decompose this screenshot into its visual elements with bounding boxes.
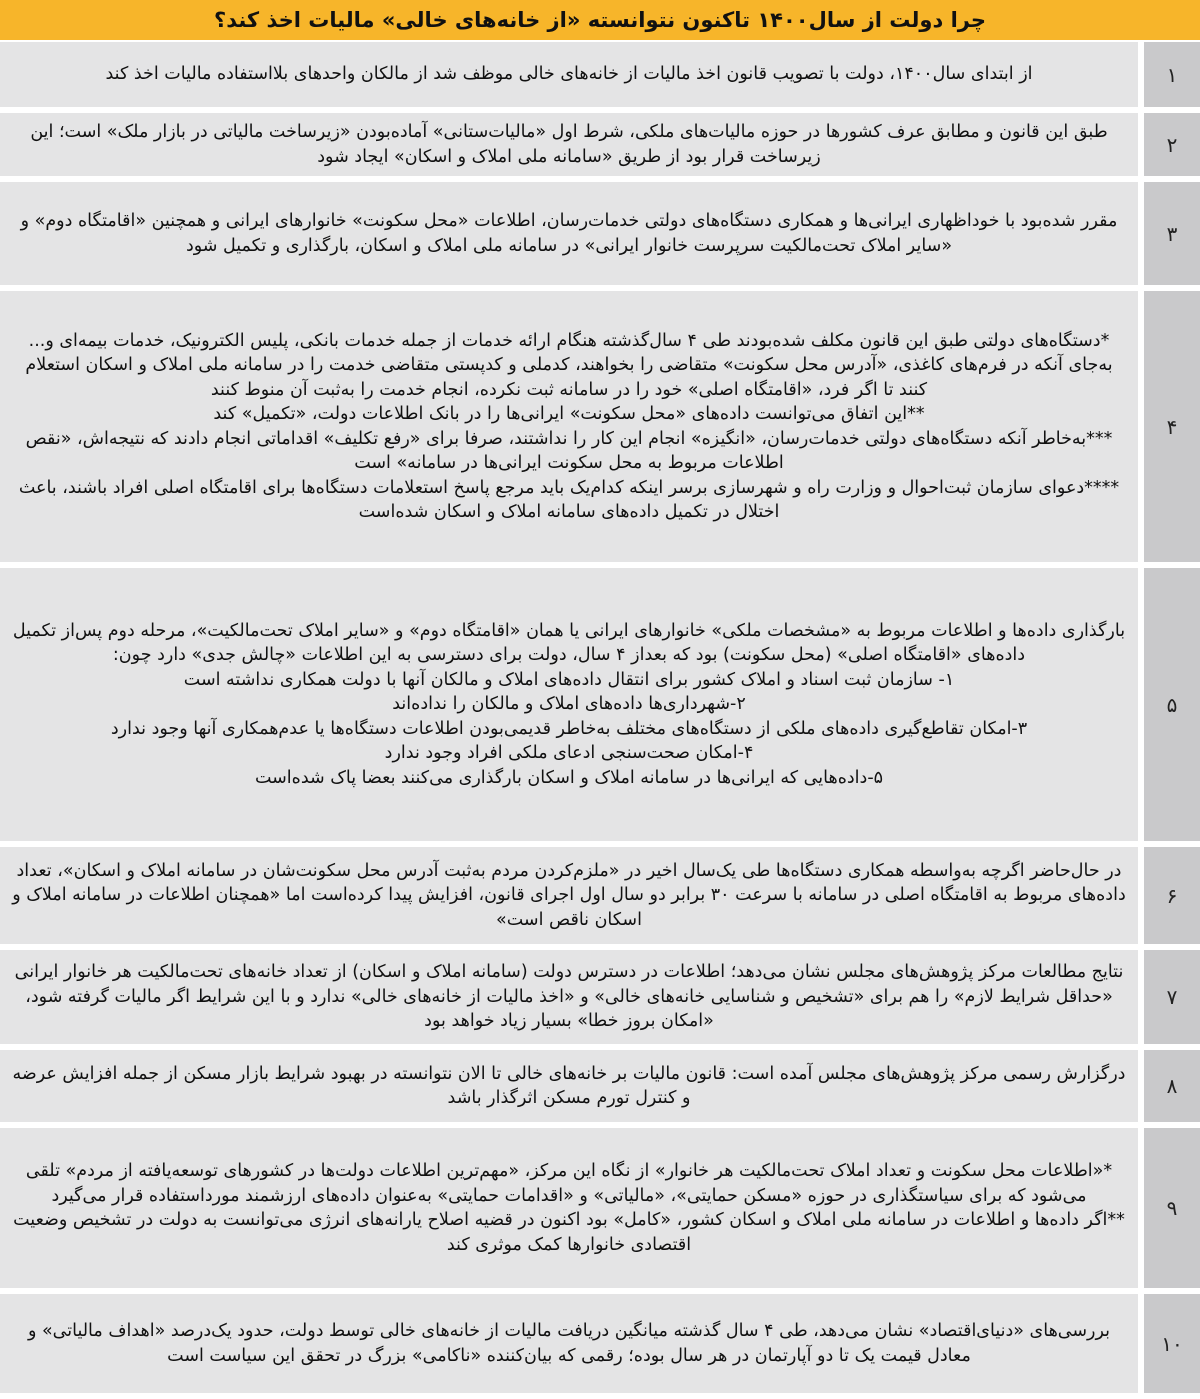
row-number: ۲ [1138, 113, 1200, 176]
table-row [0, 1128, 1200, 1294]
row-line: ۴-امکان صحت‌سنجی ادعای ملکی افراد وجود ندارد [384, 743, 754, 764]
row-text [0, 568, 1138, 841]
row-line: ۲-شهرداری‌ها داده‌های املاک و مالکان را نداده‌اند [392, 694, 746, 715]
row-line: ۵-داده‌هایی که ایرانی‌ها در سامانه املاک و اسکان بارگذاری می‌کنند بعضا پاک شده‌است [254, 767, 884, 788]
row-text [0, 1294, 1138, 1393]
table-row [0, 182, 1200, 291]
row-text [0, 182, 1138, 285]
row-text [0, 950, 1138, 1044]
table-row [0, 847, 1200, 950]
table-row [0, 1294, 1200, 1399]
row-number: ۷ [1138, 950, 1200, 1044]
row-line: ***به‌خاطر آنکه دستگاه‌های دولتی خدمات‌رسان، «انگیزه» انجام این کار را نداشتند، صرفا برای «رفع تکلیف» اقداماتی انجام دادند که نتیجه‌اش، «نقص اطلاعات مربوط به محل سکونت ایرانی‌ها در سامانه» است [25, 428, 1113, 473]
row-text [0, 1050, 1138, 1122]
row-text [0, 113, 1138, 176]
row-number: ۹ [1138, 1128, 1200, 1288]
row-line: در حال‌حاضر اگرچه به‌واسطه همکاری دستگاه‌ها طی یک‌سال اخیر در «ملزم‌کردن مردم به‌ثبت آدرس محل سکونت‌شان در سامانه املاک و اسکان»، تعداد داده‌های مربوط به اقامتگاه اصلی در سامانه با سرعت ۳۰ برابر دو سال اول اجرای قانون، افزایش پیدا کرده‌است اما «همچنان اطلاعات در سامانه املاک و اسکان ناقص است» [12, 860, 1126, 930]
row-line: نتایج مطالعات مرکز پژوهش‌های مجلس نشان می‌دهد؛ اطلاعات در دسترس دولت (سامانه املاک و اسکان) از تعداد خانه‌های تحت‌مالکیت هر خانوار ایرانی «حداقل شرایط لازم» را هم برای «تشخیص و شناسایی خانه‌های خالی» و «اخذ مالیات از خانه‌های خالی» ندارد و با این شرایط اگر مالیات گرفته شود، «امکان بروز خطا» بسیار زیاد خواهد بود [14, 962, 1124, 1032]
row-number: ۱۰ [1138, 1294, 1200, 1393]
row-line: ۳-امکان تقاطع‌گیری داده‌های ملکی از دستگاه‌های مختلف به‌خاطر قدیمی‌بودن اطلاعات دستگاه‌ها یا عدم‌همکاری آنها وجود ندارد [110, 718, 1028, 739]
row-line: از ابتدای سال۱۴۰۰، دولت با تصویب قانون اخذ مالیات از خانه‌های خالی موظف شد از مالکان واحدهای بلااستفاده مالیات اخذ کند [105, 64, 1033, 85]
row-line: بارگذاری داده‌ها و اطلاعات مربوط به «مشخصات ملکی» خانوارهای ایرانی یا همان «اقامتگاه دوم» و «سایر املاک تحت‌مالکیت»، مرحله دوم پس‌از تکمیل داده‌های «اقامتگاه اصلی» (محل سکونت) بود که بعداز ۴ سال، دولت برای دسترسی به این اطلاعات «چالش جدی» دارد چون: [12, 620, 1126, 666]
row-line: طبق این قانون و مطابق عرف کشورها در حوزه مالیات‌های ملکی، شرط اول «مالیات‌ستانی» آماده‌بودن «زیرساخت مالیاتی در بازار ملک» است؛ این زیرساخت قرار بود از طریق «سامانه ملی املاک و اسکان» ایجاد شود [30, 122, 1108, 167]
row-line: ۱- سازمان ثبت اسناد و املاک کشور برای انتقال داده‌های املاک و مالکان آنها با دولت همکاری نداشته است [183, 669, 955, 690]
row-line: **این اتفاق می‌توانست داده‌های «محل سکونت» ایرانی‌ها را در بانک اطلاعات دولت، «تکمیل» کند [213, 404, 925, 424]
table-row [0, 113, 1200, 182]
row-text [0, 847, 1138, 944]
table-row [0, 568, 1200, 847]
row-number: ۴ [1138, 291, 1200, 562]
row-number: ۸ [1138, 1050, 1200, 1122]
row-line: *«اطلاعات محل سکونت و تعداد املاک تحت‌مالکیت هر خانوار» از نگاه این مرکز، «مهم‌ترین اطلاعات دولت‌ها در کشورهای توسعه‌یافته از مردم» تلقی می‌شود که برای سیاستگذاری در حوزه «مسکن حمایتی»، «مالیاتی» و «اقدامات حمایتی» به‌عنوان داده‌های ارزشمند مورداستفاده قرار می‌گیرد [25, 1161, 1113, 1206]
table-row [0, 950, 1200, 1050]
row-text [0, 42, 1138, 107]
row-number: ۶ [1138, 847, 1200, 944]
table-row [0, 291, 1200, 568]
row-line: بررسی‌های «دنیای‌اقتصاد» نشان می‌دهد، طی ۴ سال گذشته میانگین دریافت مالیات از خانه‌های خالی توسط دولت، حدود یک‌درصد «اهداف مالیاتی» و معادل قیمت یک تا دو آپارتمان در هر سال بوده؛ رقمی که بیان‌کننده «ناکامی» بزرگ در تحقق این سیاست است [27, 1321, 1111, 1366]
row-text [0, 291, 1138, 562]
page-title: چرا دولت از سال۱۴۰۰ تاکنون نتوانسته «از خانه‌های خالی» مالیات اخذ کند؟ [0, 0, 1200, 42]
row-number: ۱ [1138, 42, 1200, 107]
table-row [0, 1050, 1200, 1128]
row-text [0, 1128, 1138, 1288]
table-row [0, 42, 1200, 113]
row-number: ۳ [1138, 182, 1200, 285]
row-line: درگزارش رسمی مرکز پژوهش‌های مجلس آمده است: قانون مالیات بر خانه‌های خالی تا الان نتوانسته در بهبود شرایط بازار مسکن از جمله افزایش عرضه و کنترل تورم مسکن اثرگذار باشد [12, 1063, 1126, 1108]
row-line: مقرر شده‌بود با خوداظهاری ایرانی‌ها و همکاری دستگاه‌های دولتی خدمات‌رسان، اطلاعات «محل سکونت» خانوارهای ایرانی و همچنین «اقامتگاه دوم» و «سایر املاک تحت‌مالکیت سرپرست خانوار ایرانی» در سامانه ملی املاک و اسکان، بارگذاری و تکمیل شود [20, 211, 1118, 256]
row-number: ۵ [1138, 568, 1200, 841]
row-line: ****دعوای سازمان ثبت‌احوال و وزارت راه و شهرسازی برسر اینکه کدام‌یک باید مرجع پاسخ استعلامات دستگاه‌ها برای اقامتگاه اصلی افراد باشند، باعث اختلال در تکمیل داده‌های سامانه املاک و اسکان شده‌است [18, 477, 1120, 522]
row-line: **اگر داده‌ها و اطلاعات در سامانه ملی املاک و اسکان کشور، «کامل» بود اکنون در قضیه اصلاح یارانه‌های انرژی می‌توانست به دولت در تشخیص وضعیت اقتصادی خانوارها کمک موثری کند [13, 1210, 1125, 1255]
rows-container [0, 42, 1200, 1399]
row-line: *دستگاه‌های دولتی طبق این قانون مکلف شده‌بودند طی ۴ سال‌گذشته هنگام ارائه خدمات از جمله خدمات بانکی، پلیس الکترونیک، خدمات بیمه‌ای و... به‌جای آنکه در فرم‌های کاغذی، «آدرس محل سکونت» متقاضی را بخواهند، کدملی و کدپستی متقاضی خدمت را در سامانه ملی املاک و اسکان استعلام کنند تا اگر فرد، «اقامتگاه اصلی» خود را در سامانه ثبت نکرده، انجام خدمت را به‌ثبت آن منوط کنند [25, 330, 1113, 400]
